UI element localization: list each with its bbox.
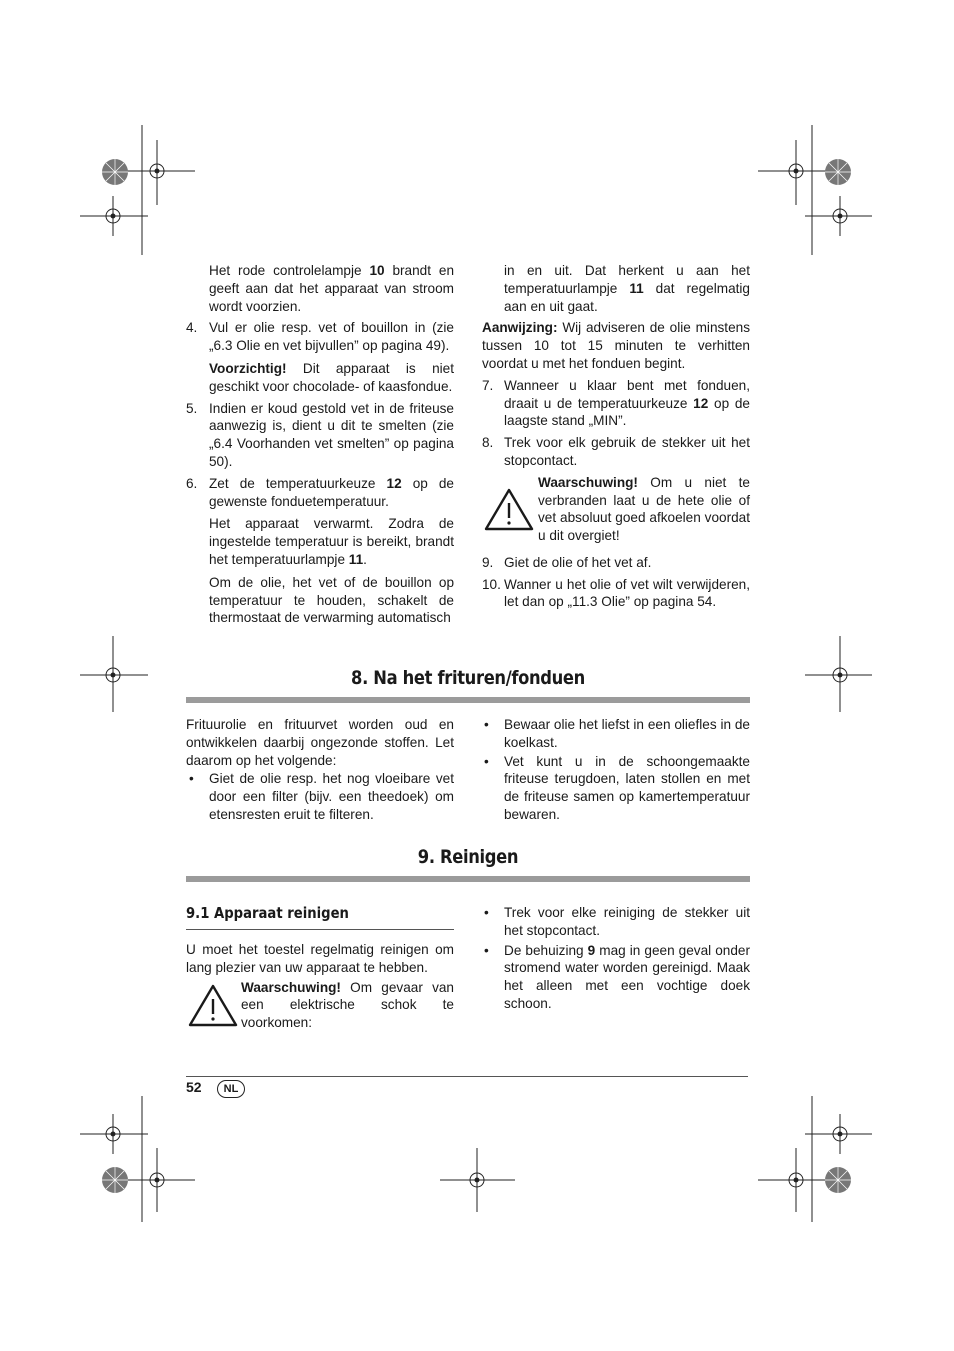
section-9-left — [186, 904, 454, 1035]
list-item: • Giet de olie resp. het nog vloeibare vet door een filter (bijv. een theedoek) om etensresten eruit te filteren. — [189, 771, 454, 822]
section-8-bar — [186, 697, 750, 703]
paragraph-heat: Het apparaat verwarmt. Zodra de ingestelde temperatuur is bereikt, brandt het temperatuurlampje 11. — [209, 516, 454, 567]
hint-note: Aanwijzing: Wij adviseren de olie minstens tussen 10 tot 15 minuten te verhitten voordat u met het fonduen begint. — [482, 320, 750, 371]
warning-triangle-icon — [484, 487, 534, 532]
paragraph-thermostat: Om de olie, het vet of de bouillon op temperatuur te houden, schakelt de thermostaat de verwarming automatisch — [209, 574, 454, 626]
list-item-6: 6. Zet de temperatuurkeuze 12 op de gewenste fonduetemperatuur. — [186, 475, 454, 509]
section-8-right — [484, 716, 750, 824]
warning-text: Waarschuwing! Om gevaar van een elektrische schok te voorkomen: — [241, 979, 454, 1031]
list-item: • Bewaar olie het liefst in een oliefles in de koelkast. — [484, 717, 750, 750]
list-item: • De behuizing 9 mag in geen geval onder stromend water worden gereinigd. Maak het alleen met een vochtige doek schoon. — [484, 942, 750, 1011]
paragraph-continued: in en uit. Dat herkent u aan het temperatuurlampje 11 dat regelmatig aan en uit gaat. — [504, 263, 750, 314]
caution-note: Voorzichtig! Dit apparaat is niet geschikt voor chocolade- of kaasfondue. — [209, 360, 454, 394]
section-8-intro: Frituurolie en frituurvet worden oud en ontwikkelen daarbij ongezonde stoffen. Let daarom op het volgende: — [186, 717, 454, 768]
list-item-8: 8. Trek voor elk gebruik de stekker uit het stopcontact. — [482, 435, 750, 468]
warning-block — [186, 979, 454, 1035]
section-9-right — [484, 904, 750, 1013]
section-9-intro: U moet het toestel regelmatig reinigen om lang plezier van uw apparaat te hebben. — [186, 942, 454, 975]
section-8-left — [186, 716, 454, 824]
section-8-title: 8. Na het frituren/fonduen — [351, 667, 585, 689]
list-item: • Vet kunt u in de schoongemaakte friteuse terugdoen, laten stollen en met de friteuse samen op kamertemperatuur bewaren. — [484, 753, 750, 822]
warning-triangle-icon — [188, 983, 238, 1028]
page-number: 52 — [186, 1079, 202, 1095]
list-item: • Trek voor elke reiniging de stekker uit het stopcontact. — [484, 905, 750, 938]
subsection-9-1-title: 9.1 Apparaat reinigen — [186, 904, 349, 922]
list-item-7: 7. Wanneer u klaar bent met fonduen, draait u de temperatuurkeuze 12 op de laagste stand „MIN”. — [482, 377, 750, 429]
language-badge: NL — [217, 1080, 245, 1098]
list-item-9: 9. Giet de olie of het vet af. — [482, 554, 652, 570]
paragraph-lamp: Het rode controlelampje 10 brandt en geeft aan dat het apparaat van stroom wordt voorzien. — [209, 263, 454, 314]
list-item-10: 10. Wanner u het olie of vet wilt verwijderen, let dan op „11.3 Olie” op pagina 54. — [482, 576, 750, 610]
subsection-rule — [186, 929, 454, 930]
section-9-bar — [186, 876, 750, 882]
list-item-4: 4. Vul er olie resp. vet of bouillon in (zie „6.3 Olie en vet bijvullen” op pagina 49). — [186, 320, 454, 354]
warning-block — [482, 474, 750, 552]
column-left-upper — [186, 262, 454, 627]
list-item-5: 5. Indien er koud gestold vet in de friteuse aanwezig is, dient u dit te smelten (zie „6.4 Voorhanden vet smelten” op pagina 50). — [186, 400, 454, 469]
warning-text: Waarschuwing! Om u niet te verbranden laat u de hete olie of vet absoluut goed afkoelen voordat u dit overgiet! — [538, 474, 750, 544]
section-9-title: 9. Reinigen — [417, 846, 519, 868]
column-right-upper — [482, 262, 750, 611]
footer-rule — [186, 1076, 748, 1077]
